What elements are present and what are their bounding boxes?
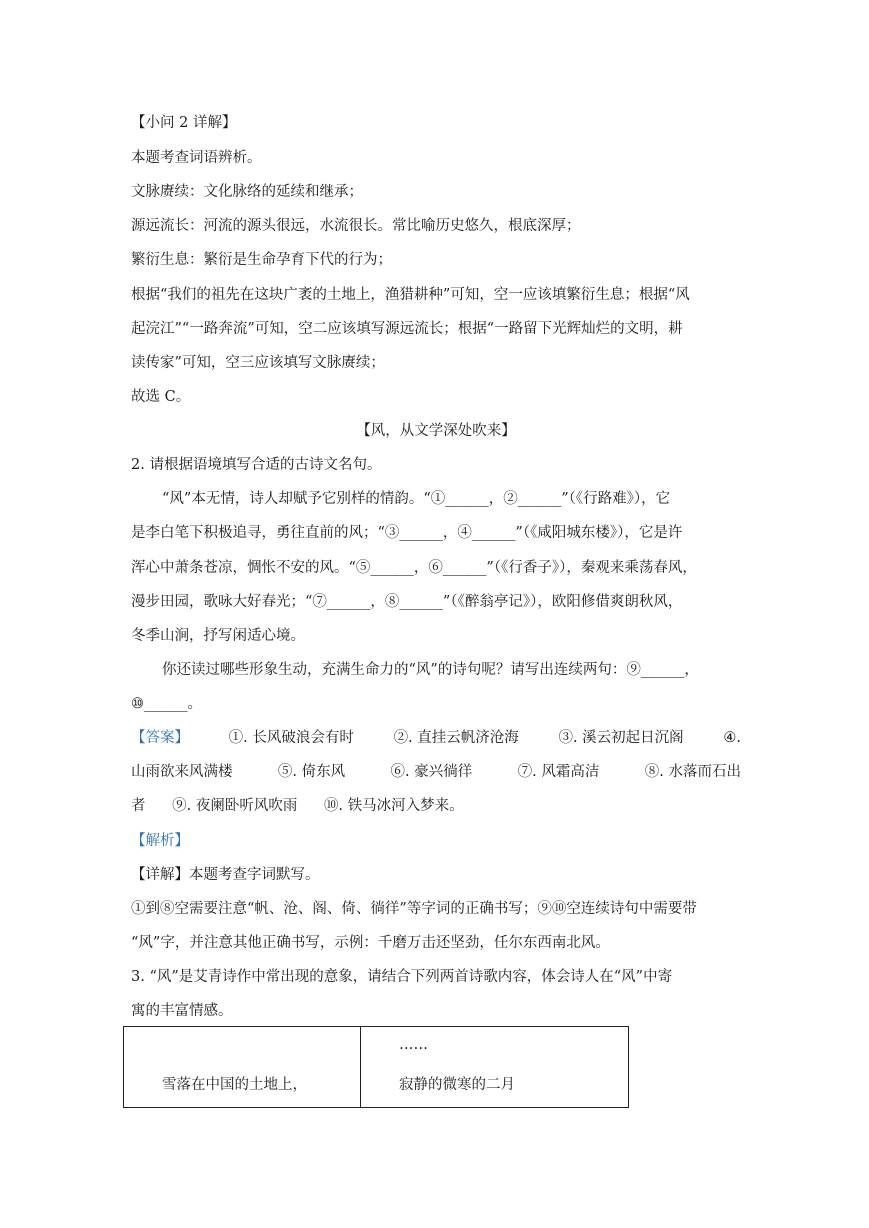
question-3-stem-line-2: 寓的丰富情感。 — [131, 1003, 233, 1019]
answers-line-1 — [131, 728, 741, 748]
answer-item: 者 — [131, 798, 146, 814]
q2-detail-line-3: “风”字，并注意其他正确书写，示例：千磨万击还坚劲，任尔东西南北风。 — [131, 935, 610, 951]
definition-yuanyuan: 源远流长：河流的源头很远，水流很长。常比喻历史悠久，根底深厚； — [131, 218, 581, 234]
reasoning-line-3: 读传家”可知，空三应该填写文脉赓续； — [131, 355, 385, 371]
answer-item: ④. — [723, 730, 741, 746]
answer-item: ⑧. 水落而石出 — [644, 764, 741, 780]
q2-detail-line-2: ①到⑧空需要注意“帆、沧、阁、倚、徜徉”等字词的正确书写；⑨⑩空连续诗句中需要带 — [131, 901, 697, 917]
poem-right-line: 寂静的微寒的二月 — [399, 1077, 515, 1093]
q2-para2-line-2: ⑩______。 — [131, 696, 202, 712]
answer-item: ⑦. 风霜高洁 — [517, 764, 600, 780]
answer-item: ⑤. 倚东风 — [277, 764, 346, 780]
definition-wenmai: 文脉赓续：文化脉络的延续和继承； — [131, 184, 363, 200]
section-title: 【风，从文学深处吹来】 — [356, 423, 516, 439]
answer-item: 山雨欲来风满楼 — [131, 764, 233, 780]
choice-line: 故选 C。 — [131, 389, 191, 405]
q2-para2-line-1: 你还读过哪些形象生动，充满生命力的“风”的诗句呢？请写出连续两句：⑨______， — [162, 662, 699, 678]
analysis-label: 【解析】 — [131, 833, 189, 849]
q2-detail-line-1: 【详解】本题考查字词默写。 — [131, 867, 320, 883]
poem-right-ellipsis: …… — [399, 1037, 428, 1053]
answer-item: ⑨. 夜阑卧听风吹雨 — [172, 798, 298, 814]
poem-table — [123, 1026, 629, 1108]
answer-item: ②. 直挂云帆济沧海 — [393, 730, 519, 746]
detail-heading: 【小问 2 详解】 — [131, 115, 237, 131]
answers-line-2 — [131, 762, 741, 782]
q2-para1-line-2: 是李白笔下积极追寻，勇往直前的风；“③______，④______”（《咸阳城东楼》），它是许 — [131, 525, 683, 541]
poem-cell-right — [361, 1027, 629, 1108]
question-2-stem: 2. 请根据语境填写合适的古诗文名句。 — [131, 457, 382, 473]
q2-para1-line-4: 漫步田园，歌咏大好春光；“⑦______，⑧______”（《醉翁亭记》），欧阳修借爽朗秋风， — [131, 594, 683, 610]
answers-line-3 — [131, 796, 741, 816]
reasoning-line-1: 根据“我们的祖先在这块广袤的土地上，渔猎耕种”可知，空一应该填繁衍生息；根据“风 — [131, 287, 690, 303]
q2-para1-line-1: “风”本无情，诗人却赋予它别样的情韵。“①______，②______”（《行路难》），它 — [162, 491, 671, 507]
q2-para1-line-5: 冬季山涧，抒写闲适心境。 — [131, 628, 305, 644]
poem-cell-left — [124, 1027, 361, 1108]
q2-para1-line-3: 浑心中萧条苍凉，惆怅不安的风。“⑤______，⑥______”（《行香子》），秦观来乘荡春风， — [131, 560, 697, 576]
poem-left-line: 雪落在中国的土地上， — [162, 1077, 307, 1093]
detail-intro: 本题考查词语辨析。 — [131, 150, 262, 166]
answer-item: ⑩. 铁马冰河入梦来。 — [323, 798, 464, 814]
answer-item: ⑥. 豪兴徜徉 — [390, 764, 473, 780]
reasoning-line-2: 起浣江”“一路奔流”可知，空二应该填写源远流长；根据“一路留下光辉灿烂的文明，耕 — [131, 321, 683, 337]
answer-item: ③. 溪云初起日沉阁 — [558, 730, 684, 746]
definition-fanyan: 繁衍生息：繁衍是生命孕育下代的行为； — [131, 252, 392, 268]
question-3-stem-line-1: 3. “风”是艾青诗作中常出现的意象，请结合下列两首诗歌内容，体会诗人在“风”中寄 — [131, 969, 673, 985]
answer-item: ①. 长风破浪会有时 — [228, 730, 354, 746]
answer-label: 【答案】 — [131, 730, 189, 746]
